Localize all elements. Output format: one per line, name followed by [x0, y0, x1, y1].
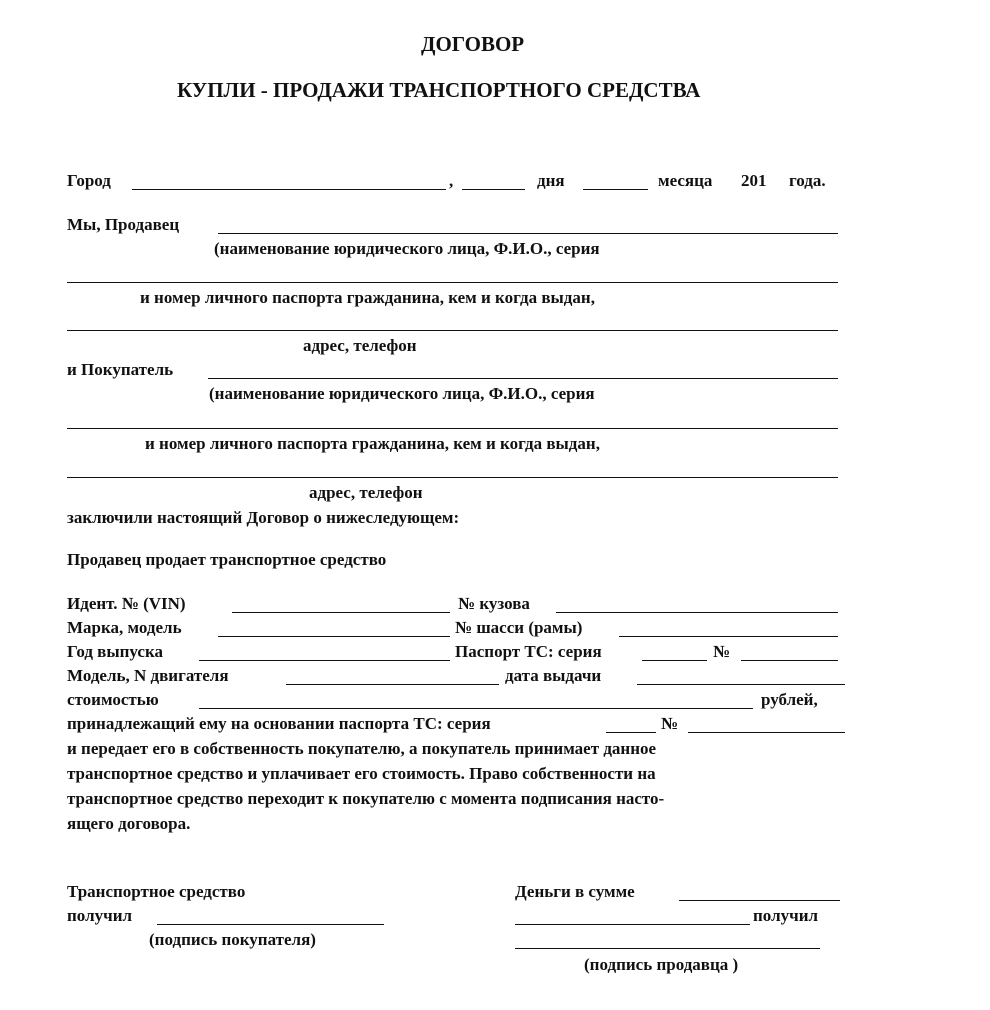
body-text-line: транспортное средство переходит к покупателю с момента подписания насто- — [67, 789, 665, 808]
received-left-label: получил — [67, 906, 133, 925]
seller-hint-1: (наименование юридического лица, Ф.И.О., серия — [214, 239, 600, 258]
year-prefix: 201 — [741, 171, 767, 190]
buyer-hint-1: (наименование юридического лица, Ф.И.О., серия — [209, 384, 595, 403]
passport-number-label: № — [713, 642, 731, 661]
engine-label: Модель, N двигателя — [67, 666, 229, 685]
buyer-signature-caption: (подпись покупателя) — [149, 930, 316, 949]
body-text-line: и передает его в собственность покупателю, а покупатель принимает данное — [67, 739, 657, 758]
rubles-label: рублей, — [761, 690, 818, 709]
month-label: месяца — [658, 171, 713, 190]
seller-passport-field[interactable] — [67, 282, 838, 283]
owned-number-field[interactable] — [688, 732, 845, 733]
city-label: Город — [67, 171, 111, 190]
body-number-label: № кузова — [458, 594, 530, 613]
make-model-field[interactable] — [218, 636, 450, 637]
year-label: года. — [789, 171, 826, 190]
buyer-label: и Покупатель — [67, 360, 174, 379]
money-amount-field[interactable] — [679, 900, 840, 901]
seller-signature-field[interactable] — [515, 948, 820, 949]
seller-label: Мы, Продавец — [67, 215, 180, 234]
chassis-field[interactable] — [619, 636, 838, 637]
agreement-intro: заключили настоящий Договор о нижеследующем: — [67, 508, 460, 527]
month-field[interactable] — [583, 189, 648, 190]
buyer-hint-2: и номер личного паспорта гражданина, кем и когда выдан, — [145, 434, 600, 453]
seller-signature-caption: (подпись продавца ) — [584, 955, 739, 974]
contract-subtitle: КУПЛИ - ПРОДАЖИ ТРАНСПОРТНОГО СРЕДСТВА — [177, 78, 701, 102]
year-made-label: Год выпуска — [67, 642, 163, 661]
owned-number-label: № — [661, 714, 679, 733]
seller-hint-3: адрес, телефон — [303, 336, 417, 355]
cost-field[interactable] — [199, 708, 753, 709]
owned-series-field[interactable] — [606, 732, 656, 733]
vehicle-received-label: Транспортное средство — [67, 882, 246, 901]
issue-date-field[interactable] — [637, 684, 845, 685]
buyer-address-field[interactable] — [67, 477, 838, 478]
seller-address-field[interactable] — [67, 330, 838, 331]
seller-name-field[interactable] — [218, 233, 838, 234]
engine-field[interactable] — [286, 684, 499, 685]
day-label: дня — [537, 171, 565, 190]
body-text-line: ящего договора. — [67, 814, 191, 833]
money-amount-label: Деньги в сумме — [515, 882, 635, 901]
city-field[interactable] — [132, 189, 446, 190]
passport-series-field[interactable] — [642, 660, 707, 661]
buyer-hint-3: адрес, телефон — [309, 483, 423, 502]
contract-title: ДОГОВОР — [421, 32, 525, 56]
body-number-field[interactable] — [556, 612, 838, 613]
cost-label: стоимостью — [67, 690, 159, 709]
chassis-label: № шасси (рамы) — [455, 618, 583, 637]
buyer-signature-field[interactable] — [157, 924, 384, 925]
vin-label: Идент. № (VIN) — [67, 594, 186, 613]
issue-date-label: дата выдачи — [505, 666, 602, 685]
day-field[interactable] — [462, 189, 525, 190]
make-model-label: Марка, модель — [67, 618, 182, 637]
vin-field[interactable] — [232, 612, 450, 613]
buyer-passport-field[interactable] — [67, 428, 838, 429]
received-right-label: получил — [753, 906, 819, 925]
sale-intro: Продавец продает транспортное средство — [67, 550, 387, 569]
seller-hint-2: и номер личного паспорта гражданина, кем и когда выдан, — [140, 288, 595, 307]
owned-by-label: принадлежащий ему на основании паспорта ТС: серия — [67, 714, 491, 733]
money-received-field[interactable] — [515, 924, 750, 925]
passport-number-field[interactable] — [741, 660, 838, 661]
year-made-field[interactable] — [199, 660, 450, 661]
header-comma: , — [449, 171, 454, 190]
buyer-name-field[interactable] — [208, 378, 838, 379]
passport-series-label: Паспорт ТС: серия — [455, 642, 602, 661]
body-text-line: транспортное средство и уплачивает его стоимость. Право собственности на — [67, 764, 656, 783]
